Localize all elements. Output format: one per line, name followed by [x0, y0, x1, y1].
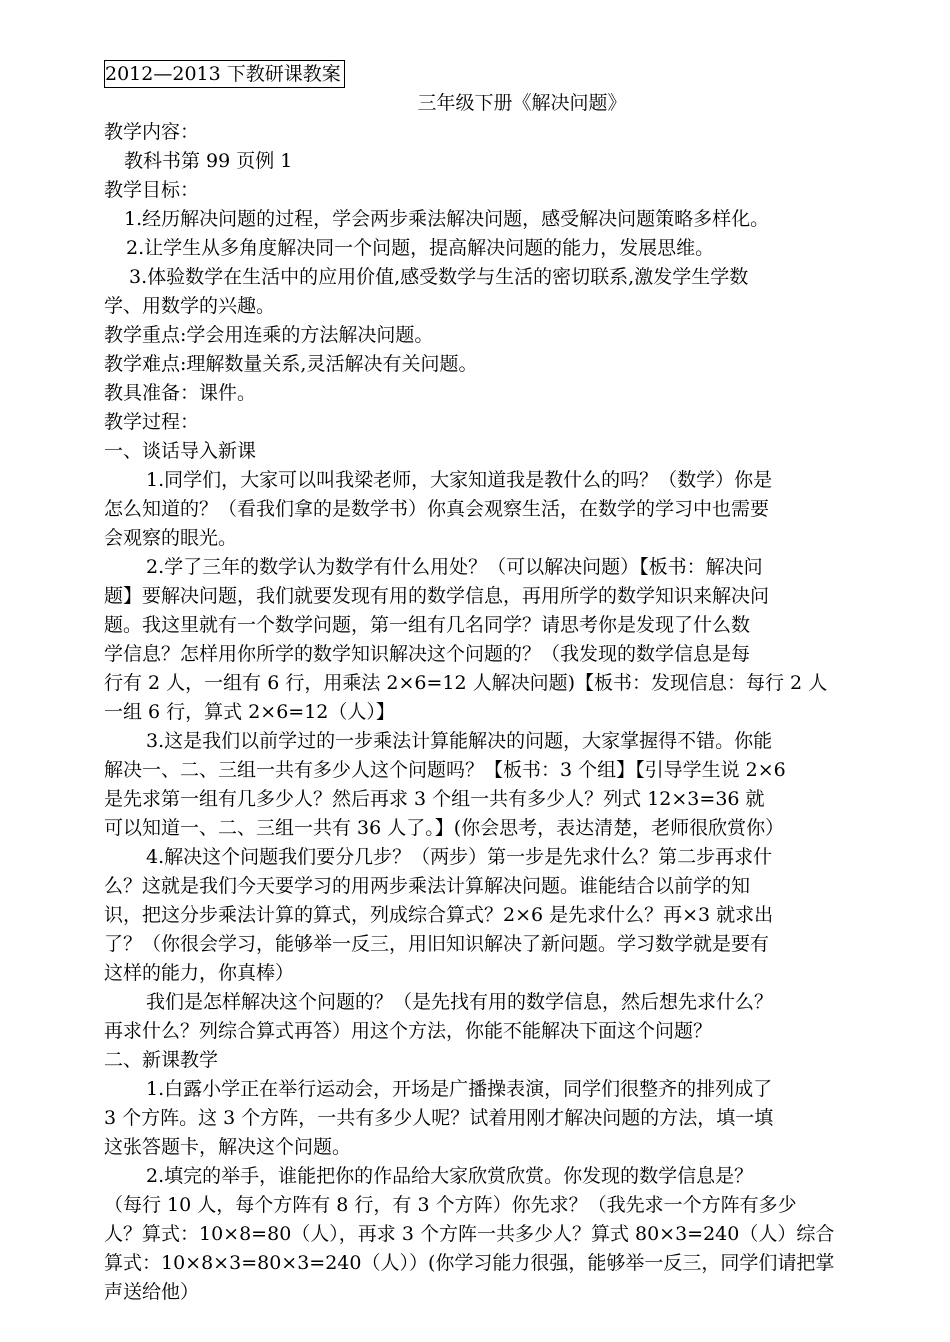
paragraph-line: 题。我这里就有一个数学问题，第一组有几名同学？请思考你是发现了什么数: [104, 614, 751, 636]
paragraph-line: 行有 2 人，一组有 6 行，用乘法 2×6=12 人解决问题)【板书：发现信息：每行 2 人: [104, 672, 828, 694]
paragraph-line: 声送给他）: [104, 1281, 200, 1303]
header-box: 2012—2013 下教研课教案: [104, 60, 345, 88]
paragraph-line: 我们是怎样解决这个问题的？（是先找有用的数学信息，然后想先求什么？: [146, 991, 774, 1013]
content-label: 教学内容：: [104, 121, 200, 143]
goal-item-line: 学、用数学的兴趣。: [104, 295, 276, 317]
paragraph-line: 解决一、二、三组一共有多少人这个问题吗？【板书：3 个组】【引导学生说 2×6: [104, 759, 786, 781]
goal-item: 1.经历解决问题的过程，学会两步乘法解决问题，感受解决问题策略多样化。: [124, 208, 770, 230]
paragraph-line: 再求什么？列综合算式再答）用这个方法，你能不能解决下面这个问题？: [104, 1020, 713, 1042]
goal-item: 2.让学生从多角度解决同一个问题，提高解决问题的能力，发展思维。: [126, 237, 715, 259]
key-point: 教学重点:学会用连乘的方法解决问题。: [104, 324, 434, 346]
paragraph-line: 可以知道一、二、三组一共有 36 人了。】(你会思考，表达清楚，老师很欣赏你）: [104, 817, 785, 839]
section2-title: 二、新课教学: [104, 1049, 219, 1071]
content-text: 教科书第 99 页例 1: [124, 150, 293, 172]
section1-title: 一、谈话导入新课: [104, 440, 257, 462]
paragraph-line: 识，把这分步乘法计算的算式，列成综合算式？2×6 是先求什么？再×3 就求出: [104, 904, 774, 926]
tools: 教具准备：课件。: [104, 382, 257, 404]
paragraph-line: （每行 10 人，每个方阵有 8 行，有 3 个方阵）你先求？（我先求一个方阵有多少: [104, 1194, 797, 1216]
paragraph-line: 3.这是我们以前学过的一步乘法计算能解决的问题，大家掌握得不错。你能: [146, 730, 773, 752]
process-label: 教学过程：: [104, 411, 200, 433]
goals-label: 教学目标：: [104, 179, 200, 201]
lesson-plan-document: [104, 60, 850, 1307]
header-line: [104, 60, 850, 89]
paragraph-line: 学信息？怎样用你所学的数学知识解决这个问题的？（我发现的数学信息是每: [104, 643, 751, 665]
paragraph-line: 这张答题卡，解决这个问题。: [104, 1136, 352, 1158]
paragraph-line: 人？算式：10×8=80（人），再求 3 个方阵一共多少人？算式 80×3=240（人）综合: [104, 1223, 835, 1245]
paragraph-line: 算式：10×8×3=80×3=240（人））(你学习能力很强，能够举一反三，同学们请把掌: [104, 1252, 835, 1274]
paragraph-line: 2.填完的举手，谁能把你的作品给大家欣赏欣赏。你发现的数学信息是？: [146, 1165, 754, 1187]
paragraph-line: 会观察的眼光。: [104, 527, 238, 549]
paragraph-line: 这样的能力，你真棒）: [104, 962, 295, 984]
paragraph-line: 了？（你很会学习，能够举一反三，用旧知识解决了新问题。学习数学就是要有: [104, 933, 770, 955]
paragraph-line: 3 个方阵。这 3 个方阵，一共有多少人呢？试着用刚才解决问题的方法，填一填: [104, 1107, 774, 1129]
document-title: 三年级下册《解决问题》: [417, 92, 627, 114]
paragraph-line: 2.学了三年的数学认为数学有什么用处？（可以解决问题）【板书：解决问: [146, 556, 763, 578]
paragraph-line: 么？这就是我们今天要学习的用两步乘法计算解决问题。谁能结合以前学的知: [104, 875, 751, 897]
difficulty: 教学难点:理解数量关系,灵活解决有关问题。: [104, 353, 478, 375]
paragraph-line: 1.同学们，大家可以叫我梁老师，大家知道我是教什么的吗？（数学）你是: [146, 469, 773, 491]
paragraph-line: 1.白露小学正在举行运动会，开场是广播操表演，同学们很整齐的排列成了: [146, 1078, 773, 1100]
paragraph-line: 怎么知道的？（看我们拿的是数学书）你真会观察生活，在数学的学习中也需要: [104, 498, 770, 520]
goal-item-line: 3.体验数学在生活中的应用价值,感受数学与生活的密切联系,激发学生学数: [129, 266, 749, 288]
paragraph-line: 是先求第一组有几多少人？然后再求 3 个组一共有多少人？列式 12×3=36 就: [104, 788, 765, 810]
paragraph-line: 一组 6 行，算式 2×6=12（人）】: [104, 701, 395, 723]
paragraph-line: 题】要解决问题，我们就要发现有用的数学信息，再用所学的数学知识来解决问: [104, 585, 770, 607]
paragraph-line: 4.解决这个问题我们要分几步？（两步）第一步是先求什么？第二步再求什: [146, 846, 773, 868]
